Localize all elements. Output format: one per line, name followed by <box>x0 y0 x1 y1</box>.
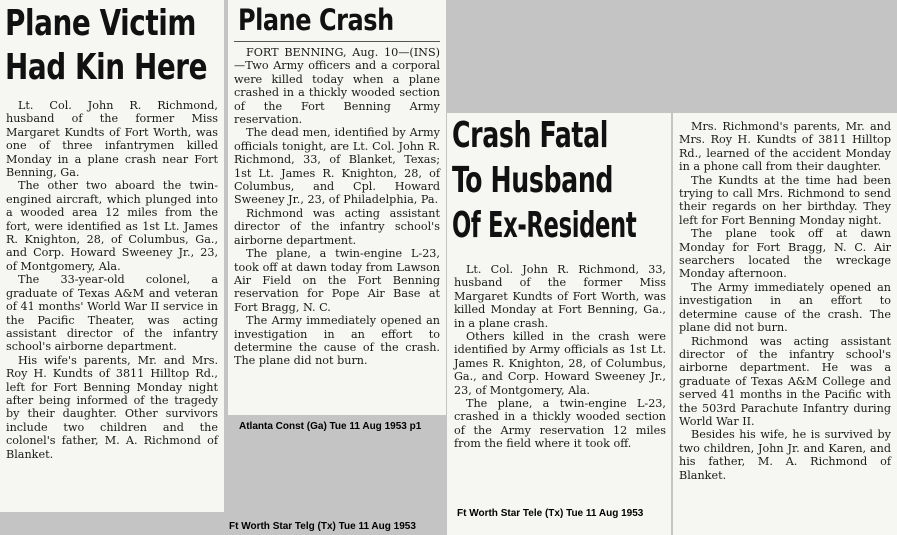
clip3-paragraph: The Army immediately opened an investigation in an effort to determine cause of the crash. The plane did not burn. <box>679 280 891 335</box>
clip3-column-rule <box>671 113 673 535</box>
clip3-caption: Ft Worth Star Tele (Tx) Tue 11 Aug 1953 <box>457 508 644 519</box>
clip1-paragraph: The 33-year-old colonel, a graduate of Texas A&M and veteran of 41 months' World War II service in the Pacific Theater, was acting assistant director of the infantry school's airborne department. <box>6 273 218 354</box>
clip-plane-victim <box>0 0 224 512</box>
clip3-paragraph: Others killed in the crash were identified by Army officials as 1st Lt. James R. Knighton, 28, of Columbus, Ga., and Corp. Howard Sweeney Jr., 23, of Montgomery, Ala. <box>454 330 666 397</box>
clip3-paragraph: Besides his wife, he is survived by two children, John Jr. and Karen, and his father, M. A. Richmond of Blanket. <box>679 428 891 482</box>
clip2-paragraph: FORT BENNING, Aug. 10—(INS)—Two Army officers and a corporal were killed today when a plane crashed in a thickly wooded section of the Fort Benning Army reservation. <box>234 46 440 127</box>
clip3-headline-2: To Husband <box>452 160 614 201</box>
clip-crash-fatal <box>447 113 897 535</box>
clip3-paragraph: Mrs. Richmond's parents, Mr. and Mrs. Roy H. Kundts of 3811 Hilltop Rd., learned of the accident Monday in a phone call from their daughter. <box>679 120 891 174</box>
clip1-body <box>6 99 218 461</box>
clip2-paragraph: The plane, a twin-engine L-23, took off at dawn today from Lawson Air Field on the Fort Benning reservation for Pope Air Base at Fort Bragg, N. C. <box>234 247 440 314</box>
clip3-headline-3: Of Ex-Resident <box>452 205 637 246</box>
clip3-paragraph: The plane, a twin-engine L-23, crashed in a thickly wooded section of the Army reservation 12 miles from the field where it took off. <box>454 397 666 451</box>
clip2-paragraph: Richmond was acting assistant director of the infantry school's airborne department. <box>234 206 440 247</box>
clip1-paragraph: His wife's parents, Mr. and Mrs. Roy H. Kundts of 3811 Hilltop Rd., left for Fort Benning Monday night after being informed of the tragedy by their daughter. Other survivors include two children and the colonel's father, M. A. Richmond of Blanket. <box>6 353 218 461</box>
clip3-paragraph: Lt. Col. John R. Richmond, 33, husband of the former Miss Margaret Kundts of Fort Worth, was killed Monday at Fort Benning, Ga., in a plane crash. <box>454 263 666 330</box>
clip3-headline-1: Crash Fatal <box>452 115 609 156</box>
clip1-caption: Ft Worth Star Telg (Tx) Tue 11 Aug 1953 <box>229 521 416 532</box>
clip2-rule <box>234 41 440 42</box>
clip1-headline-1: Plane Victim <box>5 3 196 44</box>
clip1-headline-2: Had Kin Here <box>5 47 208 88</box>
clip3-paragraph: Richmond was acting assistant director of the infantry school's airborne department. He was a graduate of Texas A&M College and served 41 months in the Pacific with the 503rd Parachute Infantry during World War II. <box>679 334 891 428</box>
clip3-column-2 <box>679 120 891 482</box>
clip2-caption: Atlanta Const (Ga) Tue 11 Aug 1953 p1 <box>239 421 422 432</box>
clip3-column-1 <box>454 263 666 451</box>
clip3-paragraph: The plane took off at dawn Monday for Fort Bragg, N. C. Air searchers located the wreckage Monday afternoon. <box>679 227 891 281</box>
clip1-paragraph: Lt. Col. John R. Richmond, husband of the former Miss Margaret Kundts of Fort Worth, was one of three infantrymen killed Monday in a plane crash near Fort Benning, Ga. <box>6 99 218 180</box>
clip2-paragraph: The Army immediately opened an investigation in an effort to determine the cause of the crash. The plane did not burn. <box>234 314 440 368</box>
clip3-paragraph: The Kundts at the time had been trying to call Mrs. Richmond to send their regards on her birthday. They left for Fort Benning Monday night. <box>679 173 891 227</box>
clip1-paragraph: The other two aboard the twin-engined aircraft, which plunged into a wooded area 12 miles from the fort, were identified as 1st Lt. James R. Knighton, 28, of Columbus, Ga., and Corp. Howard Sweeney Jr., 23, of Montgomery, Ala. <box>6 179 218 273</box>
clip2-headline: Plane Crash <box>238 3 394 37</box>
clip-plane-crash <box>228 0 446 415</box>
clip2-body <box>234 46 440 368</box>
clip2-paragraph: The dead men, identified by Army officials tonight, are Lt. Col. John R. Richmond, 33, of Blanket, Texas; 1st Lt. James R. Knighton, 28, of Columbus, and Cpl. Howard Sweeney Jr., 23, of Philadelphia, Pa. <box>234 126 440 207</box>
